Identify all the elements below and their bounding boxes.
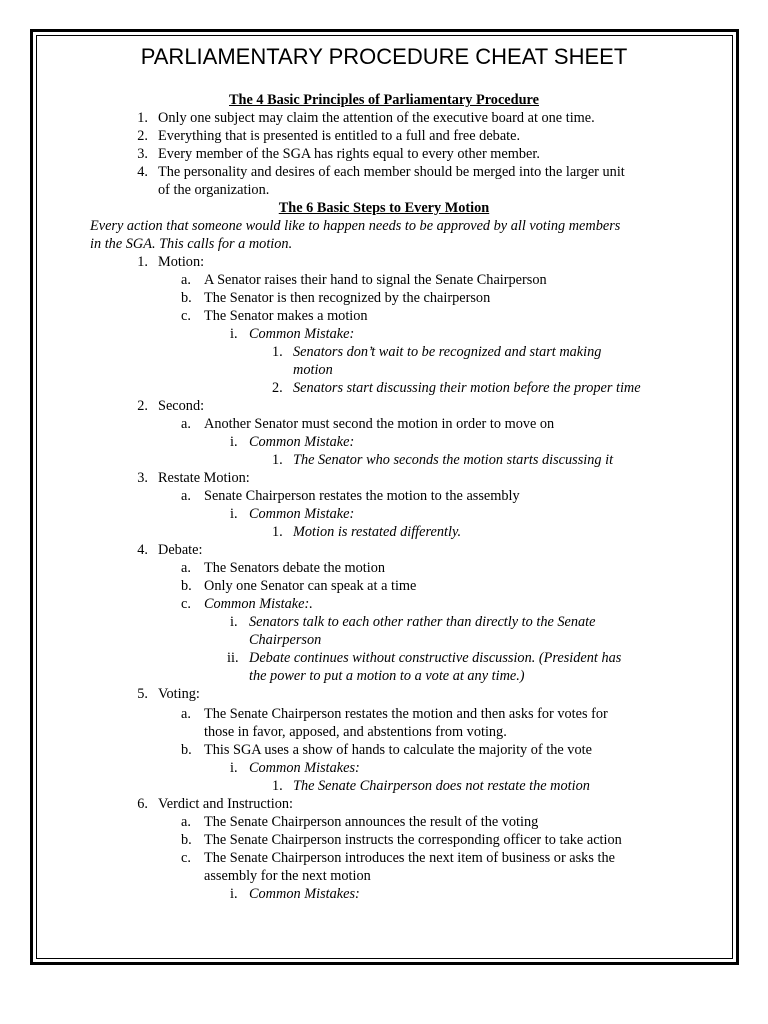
step-4-mistake-i: Senators talk to each other rather than directly to the Senate [249,614,596,630]
step-4-a: The Senators debate the motion [204,560,386,576]
step-1-b: The Senator is then recognized by the chairperson [204,290,491,306]
step-4-marker: 4. [137,542,148,558]
step-3-label: Restate Motion: [158,470,250,486]
step-1-mistake: Common Mistake: [249,326,355,342]
step-5-mistake: Common Mistakes: [249,760,360,776]
principle-3-marker: 3. [137,146,148,162]
step-3-mistake: Common Mistake: [249,506,355,522]
principle-2-marker: 2. [137,128,148,144]
step-6-label: Verdict and Instruction: [158,796,293,812]
steps-heading: The 6 Basic Steps to Every Motion [278,200,490,216]
step-5-b: This SGA uses a show of hands to calculate the majority of the vote [204,742,592,758]
roman-marker-i: i. [230,326,238,342]
step-5-label: Voting: [158,686,200,702]
step-2-marker: 2. [137,398,148,414]
principle-2-text: Everything that is presented is entitled to a full and free debate. [158,128,521,144]
step-1-a: A Senator raises their hand to signal the Senate Chairperson [204,272,547,288]
sub-marker-b: b. [181,578,192,594]
step-4-b: Only one Senator can speak at a time [204,578,417,594]
step-6-marker: 6. [137,796,148,812]
step-6-mistake: Common Mistakes: [249,886,360,902]
sub-marker-a: a. [181,560,191,576]
step-4-mistake-i-cont: Chairperson [249,632,322,648]
sub-marker-c: c. [181,596,191,612]
step-1-mistake-2: Senators start discussing their motion before the proper time [293,380,641,396]
step-3-a: Senate Chairperson restates the motion to the assembly [204,488,520,504]
step-3-marker: 3. [137,470,148,486]
step-6-a: The Senate Chairperson announces the result of the voting [204,814,539,830]
principle-4-text: The personality and desires of each member should be merged into the larger unit [158,164,625,180]
sub-marker-a: a. [181,272,191,288]
sub-marker-a: a. [181,706,191,722]
step-2-a: Another Senator must second the motion in order to move on [204,416,555,432]
step-2-label: Second: [158,398,205,414]
step-1-label: Motion: [158,254,205,270]
sub-marker-c: c. [181,308,191,324]
steps-intro-line-2: in the SGA. This calls for a motion. [90,236,293,252]
step-6-b: The Senate Chairperson instructs the corresponding officer to take action [204,832,622,848]
roman-marker-i: i. [230,760,238,776]
roman-marker-ii: ii. [227,650,239,666]
roman-marker-i: i. [230,434,238,450]
sub-marker-b: b. [181,742,192,758]
roman-marker-i: i. [230,506,238,522]
page-title: PARLIAMENTARY PROCEDURE CHEAT SHEET [140,44,628,69]
step-1-mistake-1: Senators don’t wait to be recognized and start making [293,344,602,360]
step-5-a: The Senate Chairperson restates the motion and then asks for votes for [204,706,608,722]
principle-3-text: Every member of the SGA has rights equal to every other member. [158,146,540,162]
step-1-marker: 1. [137,254,148,270]
num-marker-1: 1. [272,452,283,468]
num-marker-1: 1. [272,778,283,794]
sub-marker-b: b. [181,290,192,306]
roman-marker-i: i. [230,614,238,630]
num-marker-2: 2. [272,380,283,396]
steps-intro-line-1: Every action that someone would like to happen needs to be approved by all voting members [90,218,621,234]
step-1-c: The Senator makes a motion [204,308,368,324]
sub-marker-a: a. [181,814,191,830]
step-1-mistake-1-cont: motion [293,362,333,378]
sub-marker-c: c. [181,850,191,866]
step-4-mistake-ii-cont: the power to put a motion to a vote at any time.) [249,668,525,684]
step-6-c-cont: assembly for the next motion [204,868,371,884]
principle-4-marker: 4. [137,164,148,180]
step-5-mistake-1: The Senate Chairperson does not restate the motion [293,778,590,794]
step-2-mistake-1: The Senator who seconds the motion starts discussing it [293,452,614,468]
sub-marker-a: a. [181,416,191,432]
step-5-a-cont: those in favor, apposed, and abstentions from voting. [204,724,507,740]
step-6-c: The Senate Chairperson introduces the next item of business or asks the [204,850,615,866]
step-4-label: Debate: [158,542,203,558]
step-4-c: Common Mistake:. [204,596,313,612]
step-5-marker: 5. [137,686,148,702]
step-2-mistake: Common Mistake: [249,434,355,450]
sub-marker-a: a. [181,488,191,504]
principle-1-marker: 1. [137,110,148,126]
num-marker-1: 1. [272,344,283,360]
num-marker-1: 1. [272,524,283,540]
sub-marker-b: b. [181,832,192,848]
roman-marker-i: i. [230,886,238,902]
principle-4-continuation: of the organization. [158,182,270,198]
principles-heading: The 4 Basic Principles of Parliamentary Procedure [229,92,539,108]
principle-1-text: Only one subject may claim the attention of the executive board at one time. [158,110,595,126]
step-4-mistake-ii: Debate continues without constructive discussion. (President has [249,650,622,666]
step-3-mistake-1: Motion is restated differently. [293,524,462,540]
